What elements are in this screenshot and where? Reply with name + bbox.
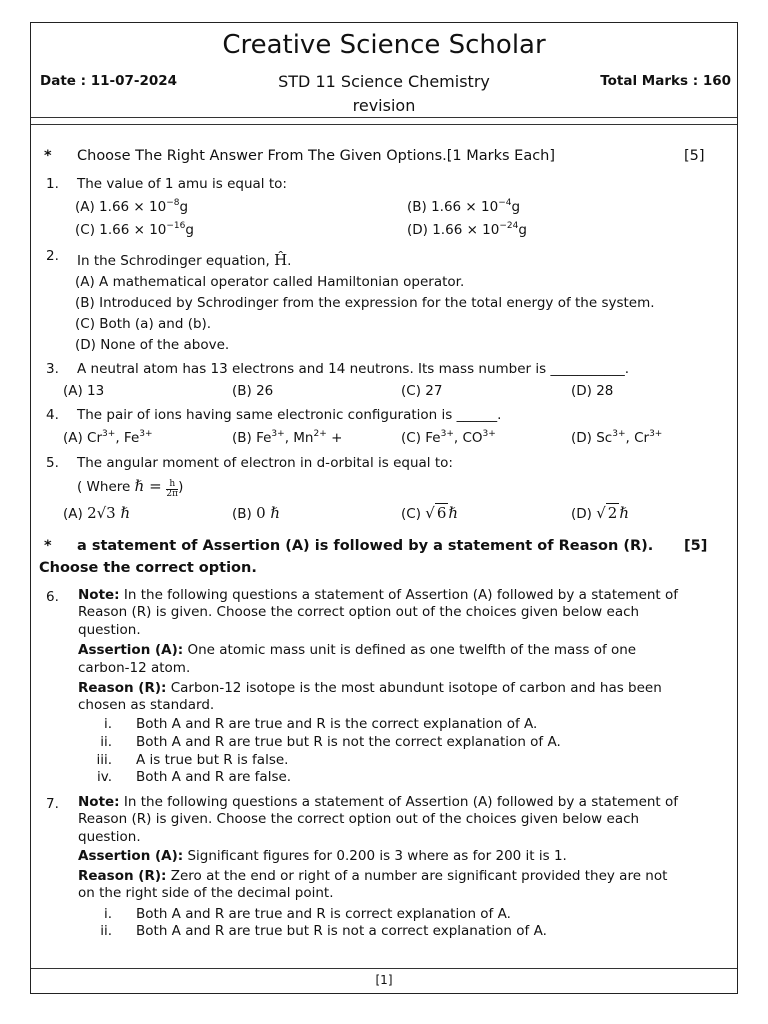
note-line: Note: In the following questions a statement of Assertion (A) followed by a statement of xyxy=(78,794,679,810)
option-d: (D) √ 2 ℏ xyxy=(571,504,630,522)
option-a: (A) $1.66 \times 10^{-8}g$ xyxy=(75,198,189,215)
section-title: a statement of Assertion (A) is followed by a statement of Reason (R). xyxy=(77,538,654,554)
question-number: 2. xyxy=(46,248,59,264)
option-a: (A) $Cr^{3+}$, $Fe^{3+}$ xyxy=(63,429,153,446)
option-d: (D) $1.66 \times 10^{-24}g$ xyxy=(407,221,527,238)
exam-date: Date : 11-07-2024 xyxy=(40,73,178,89)
question-text: The pair of ions having same electronic configuration is ______. xyxy=(77,407,502,423)
option-text: A is true but R is false. xyxy=(136,752,289,768)
assertion-line: carbon-12 atom. xyxy=(78,660,191,676)
section-bullet: * xyxy=(44,538,52,554)
option-numeral: iv. xyxy=(97,769,112,785)
question-text: The angular moment of electron in d-orbital is equal to: xyxy=(77,455,453,471)
option-c: (C) √ 6 ℏ xyxy=(401,504,459,522)
assertion-line: Assertion (A): Significant figures for 0.200 is 3 where as for 200 it is 1. xyxy=(78,848,567,864)
footer-divider xyxy=(31,968,737,969)
fraction: $\frac{h}{2\pi}$ xyxy=(166,479,179,499)
section-title-line2: Choose the correct option. xyxy=(39,560,257,576)
option-text: Both A and R are true and R is the correct explanation of A. xyxy=(136,716,538,732)
divider xyxy=(31,124,737,125)
option-b: (B) 26 xyxy=(232,383,274,399)
assertion-line: Assertion (A): One atomic mass unit is defined as one twelfth of the mass of one xyxy=(78,642,637,658)
section-title: Choose The Right Answer From The Given Options.[1 Marks Each] xyxy=(77,148,556,164)
option-text: Both A and R are true and R is correct explanation of A. xyxy=(136,906,511,922)
question-text: A neutral atom has 13 electrons and 14 neutrons. Its mass number is ___________. xyxy=(77,361,629,377)
hamiltonian-symbol: Ĥ xyxy=(274,251,288,269)
option-d: (D) 28 xyxy=(571,383,614,399)
question-number: 5. xyxy=(46,455,59,471)
note-line: question. xyxy=(78,829,141,845)
where-clause: ( Where ℏ = $\frac{h}{2\pi}$ ) xyxy=(77,477,184,499)
section-bullet: * xyxy=(44,148,52,164)
question-number: 1. xyxy=(46,176,59,192)
divider xyxy=(31,117,737,118)
option-numeral: ii. xyxy=(100,923,112,939)
option-a: (A) 13 xyxy=(63,383,105,399)
reason-line: chosen as standard. xyxy=(78,697,215,713)
question-text: In the Schrodinger equation, Ĥ. xyxy=(77,251,292,269)
option-c: (C) $Fe^{3+}$, $CO^{3+}$ xyxy=(401,429,496,446)
option-b: (B) $Fe^{3+}$, $Mn^{2+}$ + xyxy=(232,429,343,446)
question-number: 6. xyxy=(46,589,59,605)
reason-line: Reason (R): Carbon-12 isotope is the most abundunt isotope of carbon and has been xyxy=(78,680,662,696)
note-line: Note: In the following questions a statement of Assertion (A) followed by a statement of xyxy=(78,587,679,603)
option-numeral: ii. xyxy=(100,734,112,750)
question-text: The value of 1 amu is equal to: xyxy=(77,176,287,192)
option-numeral: iii. xyxy=(96,752,112,768)
option-numeral: i. xyxy=(103,716,112,732)
subject-subline: revision xyxy=(352,96,416,115)
school-title: Creative Science Scholar xyxy=(222,30,546,60)
reason-line: Reason (R): Zero at the end or right of a number are significant provided they are not xyxy=(78,868,668,884)
option-a: (A) A mathematical operator called Hamiltonian operator. xyxy=(75,274,465,290)
page-number: [1] xyxy=(375,973,393,987)
option-text: Both A and R are true but R is not the correct explanation of A. xyxy=(136,734,561,750)
option-d: (D) $Sc^{3+}$, $Cr^{3+}$ xyxy=(571,429,663,446)
note-line: question. xyxy=(78,622,141,638)
option-b: (B) 0 ℏ xyxy=(232,504,281,522)
reason-line: on the right side of the decimal point. xyxy=(78,885,334,901)
question-number: 4. xyxy=(46,407,59,423)
option-d: (D) None of the above. xyxy=(75,337,230,353)
question-number: 7. xyxy=(46,796,59,812)
option-text: Both A and R are true but R is not a correct explanation of A. xyxy=(136,923,547,939)
note-line: Reason (R) is given. Choose the correct option out of the choices given below each xyxy=(78,604,640,620)
option-numeral: i. xyxy=(103,906,112,922)
section-marks: [5] xyxy=(684,148,705,164)
option-c: (C) Both (a) and (b). xyxy=(75,316,212,332)
option-c: (C) 27 xyxy=(401,383,443,399)
option-a: (A) 2√3 ℏ xyxy=(63,504,131,522)
option-text: Both A and R are false. xyxy=(136,769,292,785)
option-b: (B) $1.66 \times 10^{-4}g$ xyxy=(407,198,521,215)
question-number: 3. xyxy=(46,361,59,377)
total-marks: Total Marks : 160 xyxy=(600,73,731,89)
note-line: Reason (R) is given. Choose the correct option out of the choices given below each xyxy=(78,811,640,827)
subject-line: STD 11 Science Chemistry xyxy=(278,72,490,91)
option-b: (B) Introduced by Schrodinger from the expression for the total energy of the system. xyxy=(75,295,655,311)
section-marks: [5] xyxy=(684,538,708,554)
option-c: (C) $1.66 \times 10^{-16}g$ xyxy=(75,221,194,238)
